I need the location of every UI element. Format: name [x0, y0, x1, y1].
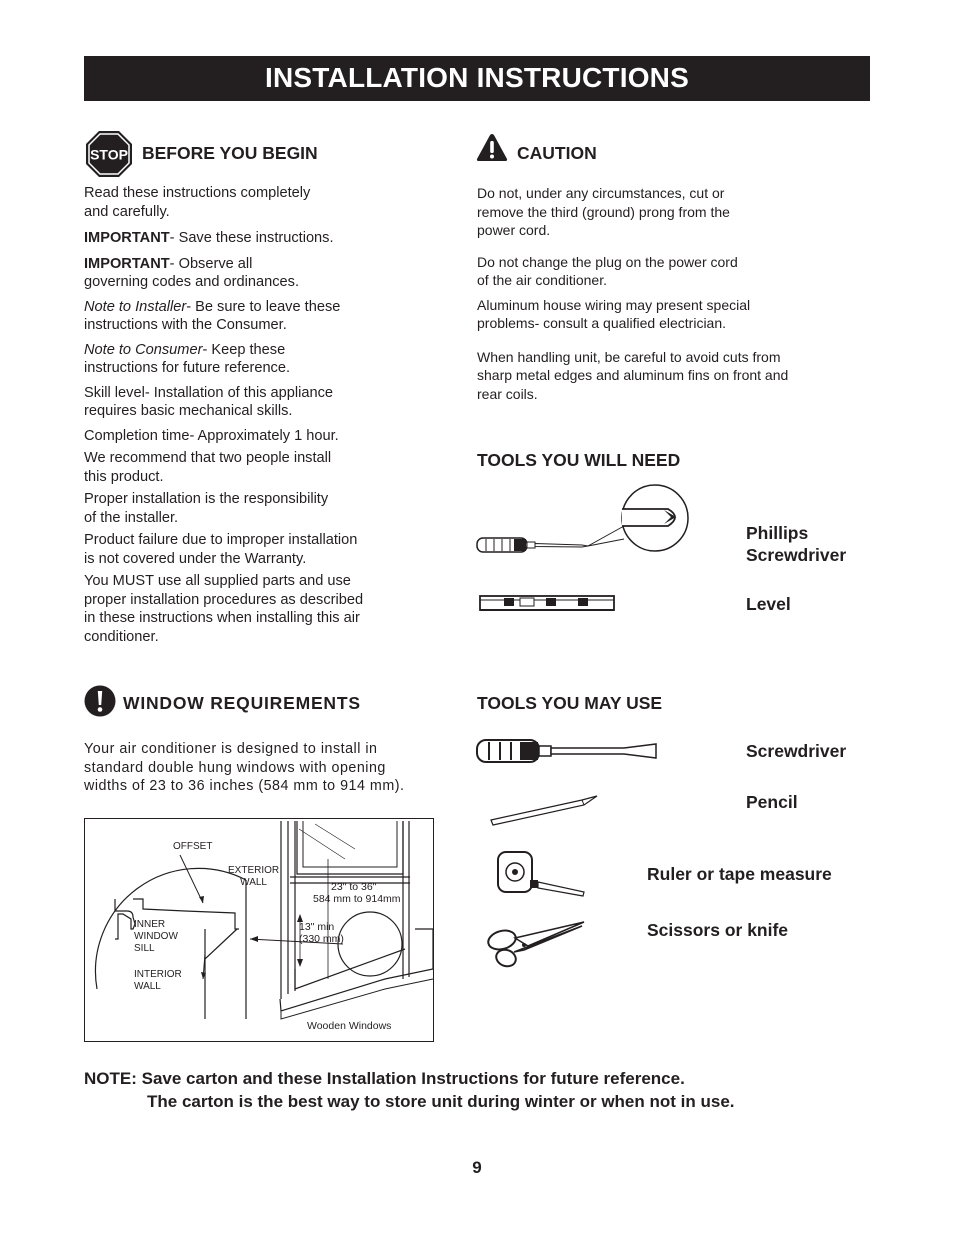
- caution-p2: Do not change the plug on the power cord of the air conditioner.: [477, 253, 738, 288]
- caution-heading: CAUTION: [517, 143, 597, 163]
- before-p4: Note to Installer- Be sure to leave these instructions with the Consumer.: [84, 298, 341, 333]
- tool-label-phillips: Phillips Screwdriver: [746, 523, 847, 565]
- before-p6: Skill level- Installation of this appliance requires basic mechanical skills.: [84, 384, 334, 419]
- stop-sign-icon: [85, 130, 133, 178]
- exclamation-icon: [84, 685, 116, 717]
- window-heading: WINDOW REQUIREMENTS: [123, 693, 361, 713]
- before-text: [84, 184, 424, 646]
- tools-need-heading: TOOLS YOU WILL NEED: [477, 450, 681, 470]
- label-interior-wall: INTERIOR WALL: [134, 969, 182, 992]
- label-inner-window-sill: INNER WINDOW SILL: [134, 919, 178, 954]
- pencil-icon: [487, 794, 601, 828]
- page-title: INSTALLATION INSTRUCTIONS: [265, 62, 689, 93]
- screwdriver-icon: [474, 736, 660, 766]
- label-height-min: 13" min (330 mm): [299, 921, 344, 945]
- phillips-screwdriver-icon: [474, 484, 694, 556]
- before-p8: We recommend that two people install this product.: [84, 450, 332, 485]
- caution-text: [477, 184, 837, 403]
- window-diagram: [84, 818, 434, 1042]
- label-offset: OFFSET: [173, 841, 213, 852]
- before-heading: BEFORE YOU BEGIN: [142, 143, 318, 163]
- level-icon: [478, 592, 618, 616]
- tool-label-tape: Ruler or tape measure: [647, 864, 832, 884]
- note-line-2: The carton is the best way to store unit during winter or when not in use.: [147, 1092, 735, 1111]
- caution-p4: When handling unit, be careful to avoid cuts from sharp metal edges and aluminum fins on front and rear coils.: [477, 348, 789, 402]
- before-p3: IMPORTANT- Observe all governing codes and ordinances.: [84, 255, 300, 290]
- caution-p1: Do not, under any circumstances, cut or remove the third (ground) prong from the power cord.: [477, 185, 730, 238]
- tool-label-scissors: Scissors or knife: [647, 920, 789, 940]
- tool-label-level: Level: [746, 594, 791, 614]
- note-line-1: NOTE: Save carton and these Installation Instructions for future reference.: [84, 1069, 685, 1088]
- title-banner: [84, 56, 870, 101]
- before-p5: Note to Consumer- Keep these instructions for future reference.: [84, 341, 291, 376]
- before-p9: Proper installation is the responsibility of the installer.: [84, 491, 329, 526]
- tape-measure-icon: [494, 848, 590, 900]
- window-text: Your air conditioner is designed to install in standard double hung windows with opening widths of 23 to 36 inches (584 mm to 914 mm).: [84, 741, 405, 794]
- stop-sign-text: STOP: [90, 146, 128, 163]
- tool-label-pencil: Pencil: [746, 792, 798, 812]
- before-p11: You MUST use all supplied parts and use proper installation procedures as described in these instructions when installing this air conditioner.: [84, 573, 364, 645]
- diagram-caption: Wooden Windows: [307, 1020, 392, 1032]
- page-number: 9: [472, 1158, 482, 1177]
- tools-may-heading: TOOLS YOU MAY USE: [477, 693, 663, 713]
- tool-label-screwdriver: Screwdriver: [746, 741, 847, 761]
- label-exterior-wall: EXTERIOR WALL: [228, 865, 280, 888]
- before-p1: Read these instructions completely and carefully.: [84, 185, 311, 220]
- scissors-icon: [484, 918, 588, 970]
- before-p7: Completion time- Approximately 1 hour.: [84, 427, 339, 444]
- before-p10: Product failure due to improper installation is not covered under the Warranty.: [84, 532, 358, 567]
- label-width-range: 23" to 36" 584 mm to 914mm: [313, 881, 401, 905]
- warning-triangle-icon: [476, 133, 508, 162]
- caution-p3: Aluminum house wiring may present special problems- consult a qualified electrician.: [477, 296, 751, 331]
- before-p2: IMPORTANT- Save these instructions.: [84, 230, 334, 246]
